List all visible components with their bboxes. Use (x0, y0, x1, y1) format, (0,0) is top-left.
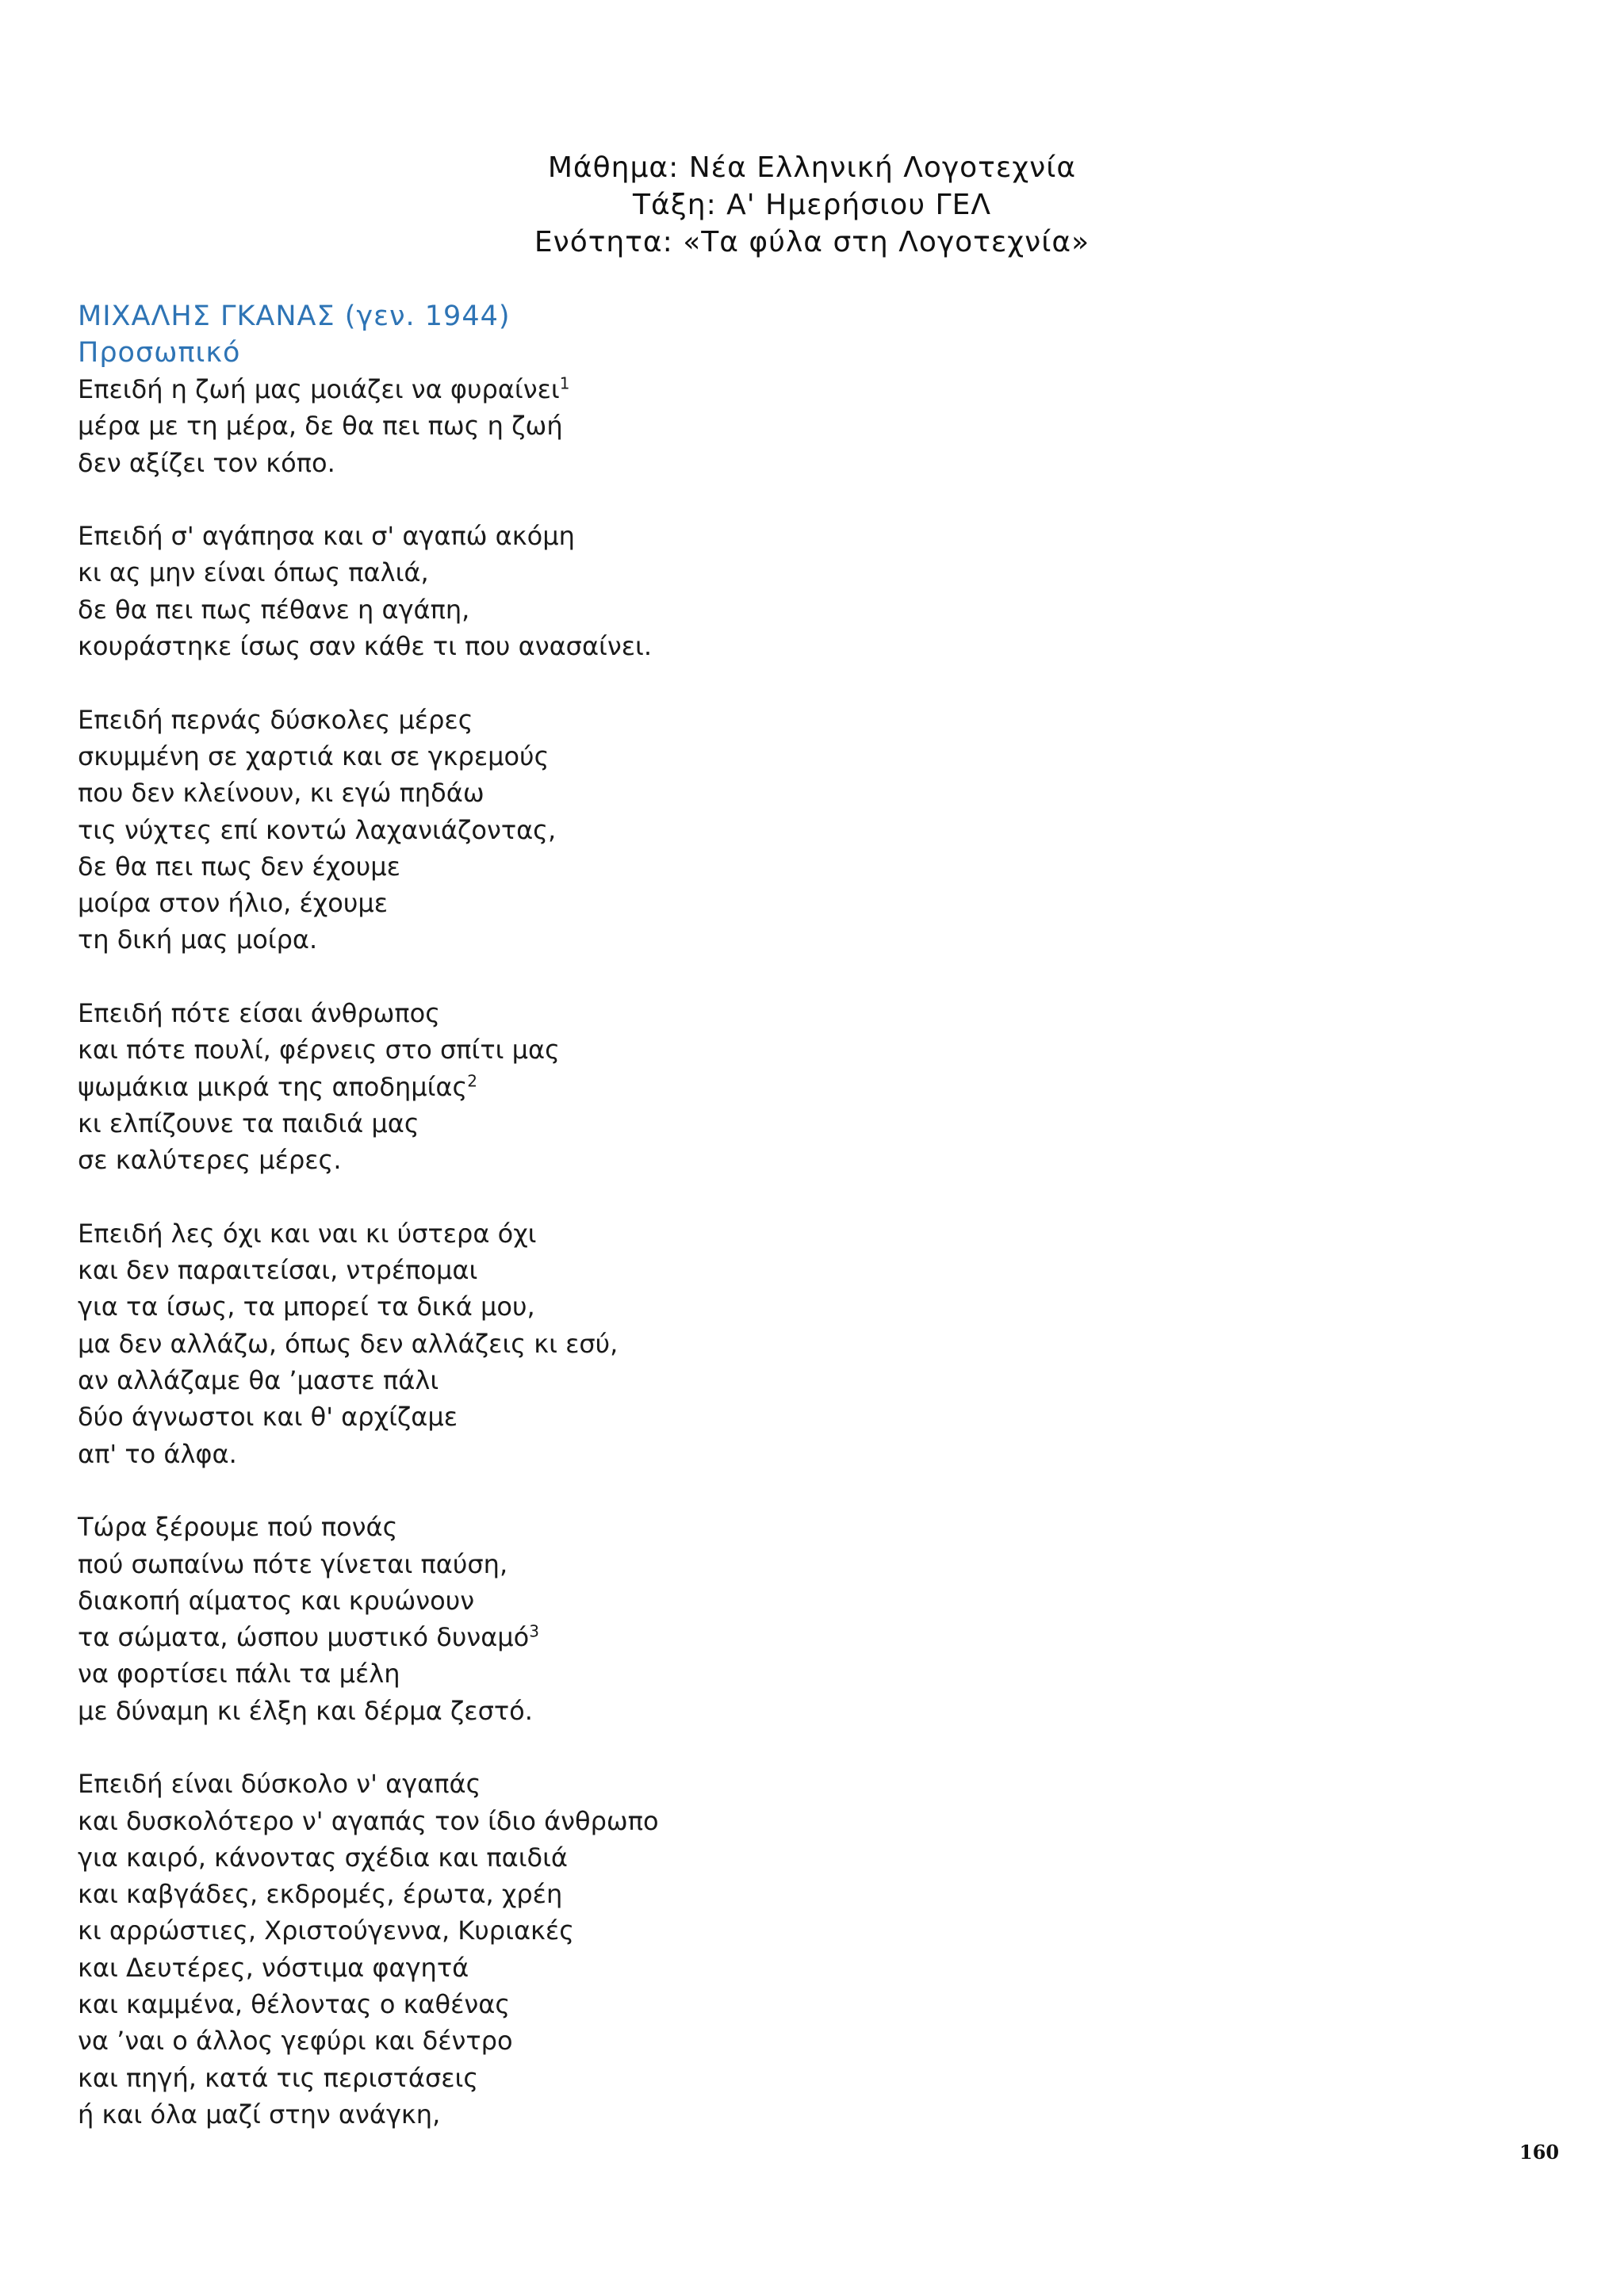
poem-line-text: τα σώματα, ώσπου μυστικό δυναμό (78, 1622, 530, 1653)
poem-line (78, 1986, 1267, 2022)
poem-line-text: μοίρα στον ήλιο, έχουμε (78, 888, 389, 919)
poem-line-text: απ' το άλφα. (78, 1438, 237, 1469)
poem-line (78, 1288, 1267, 1325)
poem-line (78, 1803, 1267, 1839)
poem-line-text: κι ελπίζουνε τα παιδιά μας (78, 1108, 419, 1138)
class-title: Τάξη: Α' Ημερήσιου ΓΕΛ (633, 189, 991, 221)
poem-line (78, 812, 1267, 848)
poem-line (78, 1582, 1267, 1619)
poem-line-text: Επειδή περνάς δύσκολες μέρες (78, 704, 473, 735)
poem-line-text: δύο άγνωστοι και θ' αρχίζαμε (78, 1402, 458, 1433)
poem-stanza (78, 702, 1267, 959)
poem-line-text: τις νύχτες επί κοντώ λαχανιάζοντας, (78, 814, 557, 845)
poem-title: Προσωπικό (78, 337, 241, 369)
poem-line (78, 738, 1267, 775)
poem-line-text: σκυμμένη σε χαρτιά και σε γκρεμούς (78, 740, 550, 771)
poem-stanza (78, 1509, 1267, 1729)
poem-line (78, 2096, 1267, 2133)
poem-line-text: δε θα πει πως δεν έχουμε (78, 851, 400, 882)
poem-line (78, 554, 1267, 591)
poem-line-text: να φορτίσει πάλι τα μέλη (78, 1659, 400, 1689)
poem-stanza (78, 518, 1267, 664)
poem-line-text: και πηγή, κατά τις περιστάσεις (78, 2062, 479, 2093)
poem-line-text: αν αλλάζαμε θα ’μαστε πάλι (78, 1365, 439, 1396)
footnote-marker: 3 (529, 1621, 539, 1641)
poem-line (78, 2060, 1267, 2096)
poem-line (78, 591, 1267, 628)
course-title: Μάθημα: Νέα Ελληνική Λογοτεχνία (547, 151, 1077, 184)
poem-line-text: και πότε πουλί, φέρνεις στο σπίτι μας (78, 1035, 560, 1066)
poem-line-text: που δεν κλείνουν, κι εγώ πηδάω (78, 778, 485, 809)
poem-line (78, 921, 1267, 958)
poem-line-text: πού σωπαίνω πότε γίνεται παύση, (78, 1548, 508, 1579)
poem-line-text: δε θα πει πως πέθανε η αγάπη, (78, 594, 470, 625)
poem-line (78, 885, 1267, 921)
poem-line-text: τη δική μας μοίρα. (78, 924, 318, 955)
poem-body (78, 371, 1267, 2170)
poem-line (78, 371, 1267, 408)
poem-line-text: κουράστηκε ίσως σαν κάθε τι που ανασαίνει. (78, 631, 653, 662)
poem-line-text: μα δεν αλλάζω, όπως δεν αλλάζεις κι εσύ, (78, 1328, 619, 1359)
poem-line-text: και καβγάδες, εκδρομές, έρωτα, χρέη (78, 1879, 563, 1910)
poem-line (78, 1546, 1267, 1582)
poem-line-text: να ’ναι ο άλλος γεφύρι και δέντρο (78, 2026, 513, 2057)
poem-line-text: Επειδή σ' αγάπησα και σ' αγαπώ ακόμη (78, 521, 575, 552)
poem-line-text: Επειδή πότε είσαι άνθρωπος (78, 998, 440, 1029)
poem-line (78, 1766, 1267, 1802)
poem-line (78, 628, 1267, 664)
poem-line-text: ή και όλα μαζί στην ανάγκη, (78, 2099, 441, 2130)
poem-line (78, 1031, 1267, 1068)
poem-line-text: για τα ίσως, τα μπορεί τα δικά μου, (78, 1292, 535, 1322)
poem-line (78, 1912, 1267, 1949)
poem-line (78, 1619, 1267, 1655)
poem-line (78, 1509, 1267, 1545)
poem-stanza (78, 1766, 1267, 2133)
poem-line (78, 445, 1267, 481)
poem-author: ΜΙΧΑΛΗΣ ΓΚΑΝΑΣ (γεν. 1944) (78, 300, 511, 332)
poem-stanza (78, 995, 1267, 1178)
poem-line-text: Επειδή λες όχι και ναι κι ύστερα όχι (78, 1218, 537, 1249)
poem-line (78, 1362, 1267, 1399)
poem-line (78, 1399, 1267, 1435)
poem-line (78, 1436, 1267, 1472)
poem-line (78, 1839, 1267, 1876)
footnote-marker: 2 (467, 1070, 478, 1090)
poem-line (78, 775, 1267, 811)
poem-line-text: και δεν παραιτείσαι, ντρέπομαι (78, 1255, 478, 1286)
poem-line (78, 1876, 1267, 1912)
poem-line-text: και δυσκολότερο ν' αγαπάς τον ίδιο άνθρωπο (78, 1805, 659, 1836)
poem-line-text: μέρα με τη μέρα, δε θα πει πως η ζωή (78, 411, 563, 442)
poem-line (78, 848, 1267, 885)
poem-line-text: σε καλύτερες μέρες. (78, 1145, 342, 1176)
poem-line (78, 1215, 1267, 1252)
poem-line-text: κι αρρώστιες, Χριστούγεννα, Κυριακές (78, 1915, 574, 1946)
unit-title: Ενότητα: «Τα φύλα στη Λογοτεχνία» (534, 226, 1090, 258)
poem-line-text: διακοπή αίματος και κρυώνουν (78, 1585, 475, 1616)
poem-line (78, 1693, 1267, 1729)
poem-line (78, 518, 1267, 554)
poem-line (78, 1950, 1267, 1986)
poem-line-text: κι ας μην είναι όπως παλιά, (78, 557, 429, 588)
poem-line-text: με δύναμη κι έλξη και δέρμα ζεστό. (78, 1695, 533, 1726)
footnote-marker: 1 (559, 373, 570, 393)
poem-line (78, 408, 1267, 444)
page-number: 160 (1519, 2141, 1560, 2164)
poem-line-text: Τώρα ξέρουμε πού πονάς (78, 1512, 398, 1543)
document-header (0, 149, 1624, 261)
poem-line (78, 1142, 1267, 1178)
poem-line-text: Επειδή η ζωή μας μοιάζει να φυραίνει (78, 374, 560, 404)
poem-line (78, 1069, 1267, 1105)
poem-line (78, 1105, 1267, 1142)
poem-line (78, 1326, 1267, 1362)
poem-stanza (78, 371, 1267, 481)
poem-stanza (78, 1215, 1267, 1472)
poem-heading (78, 298, 511, 371)
poem-line-text: δεν αξίζει τον κόπο. (78, 447, 335, 478)
poem-line (78, 995, 1267, 1031)
poem-line-text: Επειδή είναι δύσκολο ν' αγαπάς (78, 1769, 481, 1800)
poem-line-text: για καιρό, κάνοντας σχέδια και παιδιά (78, 1842, 569, 1873)
poem-line (78, 702, 1267, 738)
poem-line-text: ψωμάκια μικρά της αποδημίας (78, 1071, 468, 1102)
poem-line (78, 1252, 1267, 1288)
poem-line-text: και Δευτέρες, νόστιμα φαγητά (78, 1952, 469, 1983)
poem-line (78, 1655, 1267, 1692)
poem-line-text: και καμμένα, θέλοντας ο καθένας (78, 1989, 511, 2020)
poem-line (78, 2022, 1267, 2059)
